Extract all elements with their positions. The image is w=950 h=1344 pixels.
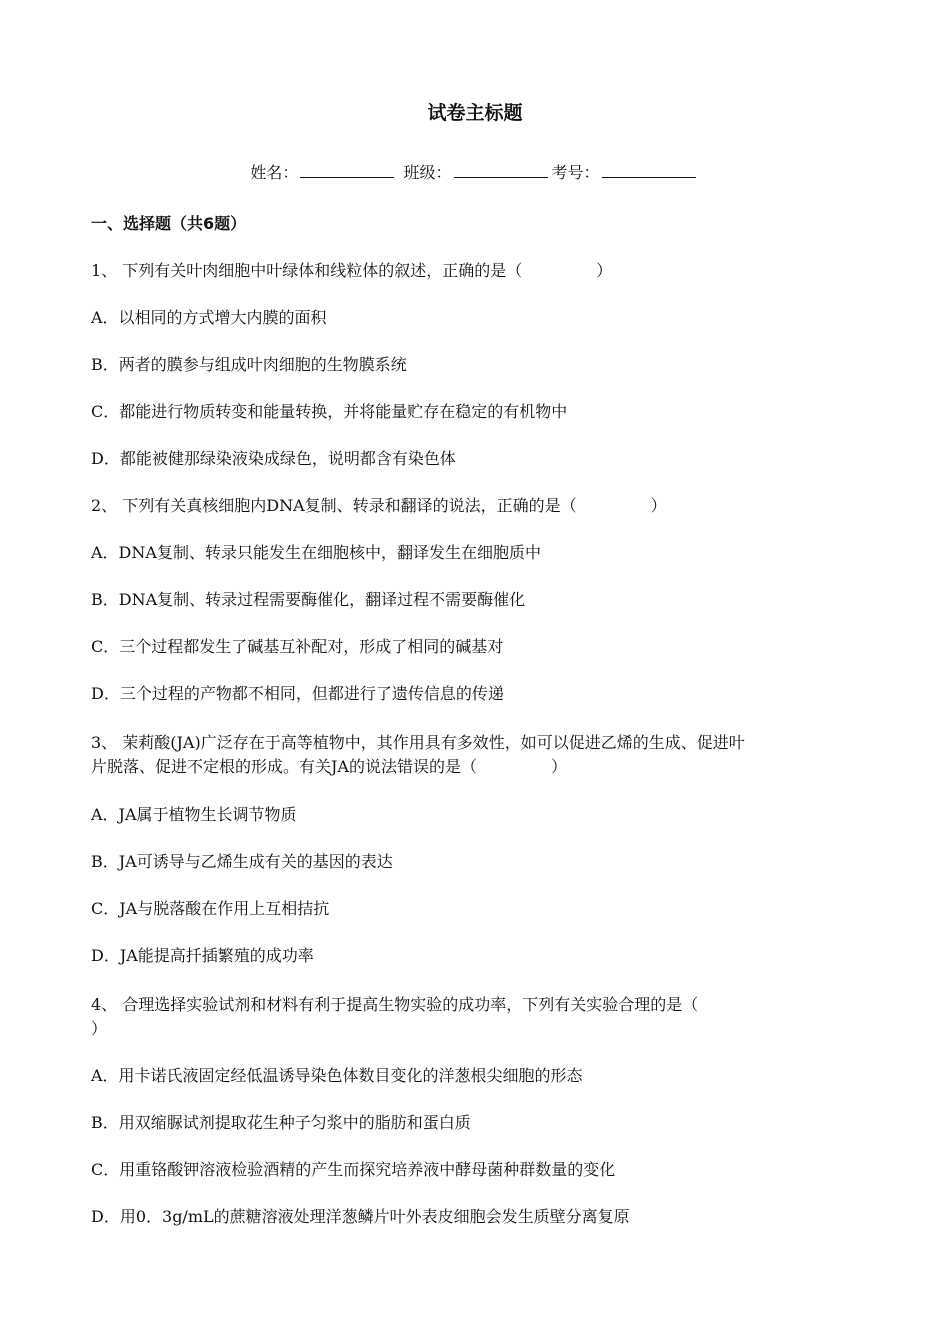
name-blank[interactable] <box>300 163 394 178</box>
question-3-option-a[interactable]: A．JA属于植物生长调节物质 <box>91 805 297 824</box>
question-2-option-a[interactable]: A．DNA复制、转录只能发生在细胞核中，翻译发生在细胞质中 <box>91 543 541 562</box>
question-3-option-d[interactable]: D．JA能提高扦插繁殖的成功率 <box>91 946 314 965</box>
question-1-stem: 1、 下列有关叶肉细胞中叶绿体和线粒体的叙述，正确的是（ ） <box>91 261 613 280</box>
id-blank[interactable] <box>602 163 696 178</box>
id-label: 考号： <box>551 163 600 182</box>
question-4-option-c[interactable]: C．用重铬酸钾溶液检验酒精的产生而探究培养液中酵母菌种群数量的变化 <box>91 1160 616 1179</box>
question-4-option-d[interactable]: D．用0．3g/mL的蔗糖溶液处理洋葱鳞片叶外表皮细胞会发生质壁分离复原 <box>91 1207 630 1226</box>
question-1-option-b[interactable]: B．两者的膜参与组成叶肉细胞的生物膜系统 <box>91 355 407 374</box>
question-4-option-a[interactable]: A．用卡诺氏液固定经低温诱导染色体数目变化的洋葱根尖细胞的形态 <box>91 1066 583 1085</box>
question-3-stem-line2: 片脱落、促进不定根的形成。有关JA的说法错误的是（ ） <box>91 757 567 776</box>
question-2-stem: 2、 下列有关真核细胞内DNA复制、转录和翻译的说法，正确的是（ ） <box>91 496 667 515</box>
question-2-option-b[interactable]: B．DNA复制、转录过程需要酶催化，翻译过程不需要酶催化 <box>91 590 526 609</box>
question-2-option-c[interactable]: C．三个过程都发生了碱基互补配对，形成了相同的碱基对 <box>91 637 504 656</box>
class-blank[interactable] <box>454 163 548 178</box>
question-1-option-d[interactable]: D．都能被健那绿染液染成绿色，说明都含有染色体 <box>91 449 456 468</box>
student-info-row <box>0 160 950 183</box>
question-1-option-a[interactable]: A．以相同的方式增大内膜的面积 <box>91 308 327 327</box>
question-4-option-b[interactable]: B．用双缩脲试剂提取花生种子匀浆中的脂肪和蛋白质 <box>91 1113 471 1132</box>
question-3-option-b[interactable]: B．JA可诱导与乙烯生成有关的基因的表达 <box>91 852 393 871</box>
question-4-stem-line2: ） <box>91 1019 108 1038</box>
class-label: 班级： <box>403 163 452 182</box>
question-3-stem-line1: 3、 茉莉酸(JA)广泛存在于高等植物中，其作用具有多效性，如可以促进乙烯的生成、促进叶 <box>91 733 745 752</box>
section-heading: 一、选择题（共6题） <box>91 214 247 233</box>
question-1-option-c[interactable]: C．都能进行物质转变和能量转换，并将能量贮存在稳定的有机物中 <box>91 402 568 421</box>
exam-title: 试卷主标题 <box>427 102 523 124</box>
question-3-option-c[interactable]: C．JA与脱落酸在作用上互相拮抗 <box>91 899 330 918</box>
name-label: 姓名： <box>250 163 299 182</box>
question-2-option-d[interactable]: D．三个过程的产物都不相同，但都进行了遗传信息的传递 <box>91 684 504 703</box>
question-4-stem-line1: 4、 合理选择实验试剂和材料有利于提高生物实验的成功率，下列有关实验合理的是（ <box>91 995 699 1014</box>
